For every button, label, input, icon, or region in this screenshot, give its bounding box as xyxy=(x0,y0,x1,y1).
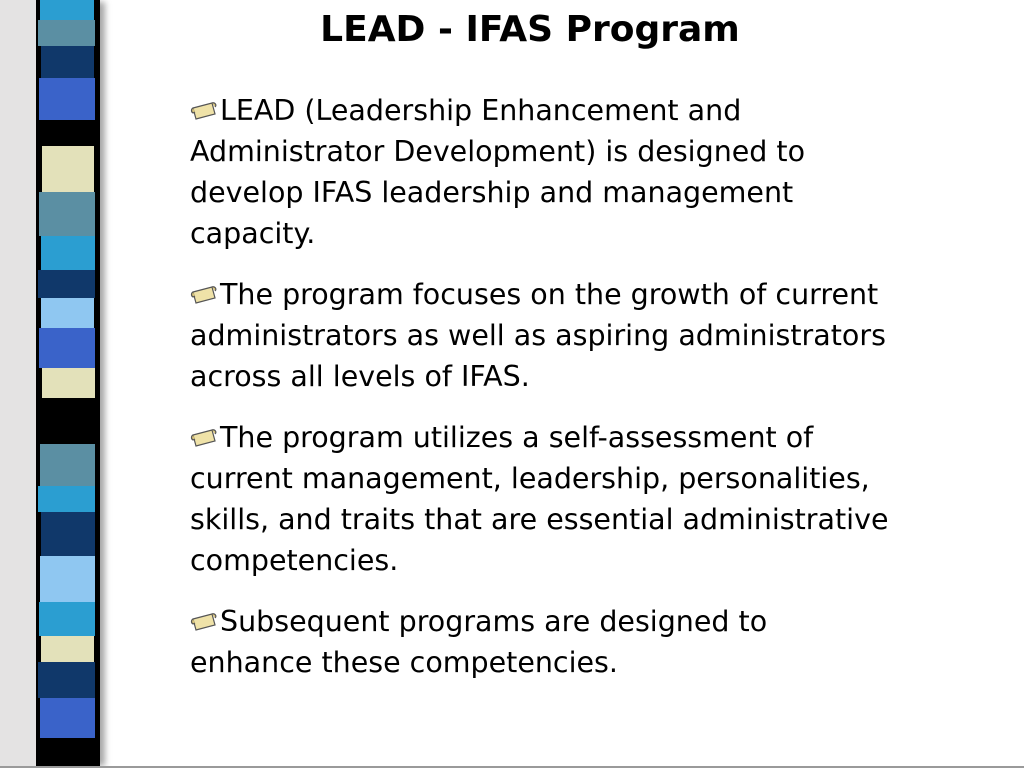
stripe-segment xyxy=(40,556,95,602)
slide-title: LEAD - IFAS Program xyxy=(320,9,740,50)
stripe-segment xyxy=(39,602,95,636)
stripe-segment xyxy=(41,512,95,556)
bullet-item xyxy=(190,601,890,683)
stripe-segment xyxy=(41,636,94,662)
scroll-bullet-icon xyxy=(190,92,220,114)
stripe-segment xyxy=(39,78,95,120)
stripe-segment xyxy=(38,486,95,512)
stripe-segment xyxy=(39,328,95,368)
stripe-segment xyxy=(40,0,94,20)
stripe-segment xyxy=(39,738,95,768)
stripe-segment xyxy=(40,698,95,738)
stripe-segment xyxy=(38,270,95,298)
stripe-segment xyxy=(38,662,95,698)
bullet-item xyxy=(190,90,890,254)
scroll-bullet-icon xyxy=(190,419,220,441)
bullet-text: Subsequent programs are designed to enhance these competencies. xyxy=(190,605,768,679)
stripe-segment xyxy=(38,20,95,46)
bullet-text: LEAD (Leadership Enhancement and Administrator Development) is designed to develop IFAS leadership and management capacity. xyxy=(190,94,806,250)
bullet-list xyxy=(190,90,890,703)
stripe-segment xyxy=(40,444,95,486)
bullet-item xyxy=(190,274,890,397)
stripe-segment xyxy=(41,236,95,270)
side-strip xyxy=(0,0,36,768)
stripe-segment xyxy=(41,46,94,78)
stripe-segment xyxy=(42,368,95,398)
stripe-segment xyxy=(38,398,95,444)
stripe-segment xyxy=(40,120,95,146)
stripe-segment xyxy=(41,298,94,328)
bullet-item xyxy=(190,417,890,581)
scroll-bullet-icon xyxy=(190,603,220,625)
decorative-stripe-bar xyxy=(36,0,100,768)
stripe-segment xyxy=(42,146,94,192)
bullet-text: The program utilizes a self-assessment of current management, leadership, personalities, skills, and traits that are essential administrative competencies. xyxy=(190,421,889,577)
scroll-bullet-icon xyxy=(190,276,220,298)
bullet-text: The program focuses on the growth of current administrators as well as aspiring administrators across all levels of IFAS. xyxy=(190,278,886,393)
stripe-segment xyxy=(39,192,95,236)
